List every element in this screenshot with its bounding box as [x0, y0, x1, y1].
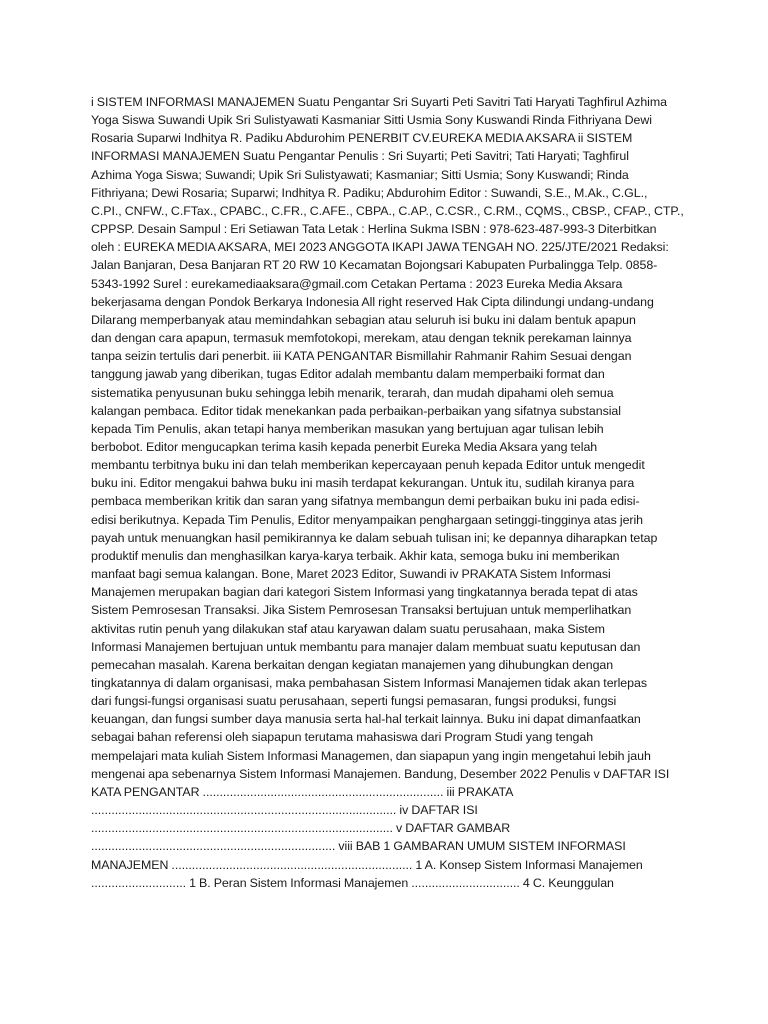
text-line: Rosaria Suparwi Indhitya R. Padiku Abdurohim PENERBIT CV.EUREKA MEDIA AKSARA ii SISTEM: [91, 131, 633, 146]
text-line: Sistem Pemrosesan Transaksi. Jika Sistem Pemrosesan Transaksi bertujuan untuk memperlihatkan: [91, 603, 632, 618]
text-line: ........................................................................ viii BAB 1 GAMBARAN UMUM SISTEM INFORMASI: [91, 839, 626, 854]
text-line: keuangan, dan fungsi sumber daya manusia serta hal-hal terkait lainnya. Buku ini dapat dimanfaatkan: [91, 712, 641, 727]
text-line: produktif menulis dan menghasilkan karya-karya terbaik. Akhir kata, semoga buku ini memberikan: [91, 548, 620, 563]
text-line: edisi berikutnya. Kepada Tim Penulis, Editor menyampaikan penghargaan setinggi-tingginya atas jerih: [91, 512, 644, 527]
text-line: kepada Tim Penulis, akan tetapi hanya memberikan masukan yang bertujuan agar tulisan lebih: [91, 421, 604, 436]
text-line: MANAJEMEN ....................................................................... 1 A. Konsep Sistem Informasi Manajemen: [91, 857, 643, 872]
text-line: sebagai bahan referensi oleh siapapun terutama mahasiswa dari Program Studi yang tengah: [91, 730, 594, 745]
text-line: mengenai apa sebenarnya Sistem Informasi Manajemen. Bandung, Desember 2022 Penulis v DAFTAR ISI: [91, 766, 670, 781]
text-line: CPPSP. Desain Sampul : Eri Setiawan Tata Letak : Herlina Sukma ISBN : 978-623-487-993-3 Diterbitkan: [91, 222, 657, 237]
text-line: kalangan pembaca. Editor tidak menekankan pada perbaikan-perbaikan yang sifatnya substansial: [91, 403, 621, 418]
text-line: oleh : EUREKA MEDIA AKSARA, MEI 2023 ANGGOTA IKAPI JAWA TENGAH NO. 225/JTE/2021 Redaksi:: [91, 240, 669, 255]
text-line: pembaca memberikan kritik dan saran yang sifatnya membangun demi perbaikan buku ini pada edisi-: [91, 494, 640, 509]
text-line: mempelajari mata kuliah Sistem Informasi Managemen, dan siapapun yang ingin mengetahui lebih jauh: [91, 748, 651, 763]
text-line: tanpa seizin tertulis dari penerbit. iii KATA PENGANTAR Bismillahir Rahmanir Rahim Sesuai dengan: [91, 349, 632, 364]
text-line: ............................ 1 B. Peran Sistem Informasi Manajemen ................................ 4 C. Keunggulan: [91, 875, 614, 890]
text-line: dari fungsi-fungsi organisasi suatu perusahaan, seperti fungsi pemasaran, fungsi produksi, fungsi: [91, 694, 617, 709]
text-line: Azhima Yoga Siswa; Suwandi; Upik Sri Sulistyawati; Kasmaniar; Sitti Usmia; Sony Kuswandi; Rinda: [91, 167, 629, 182]
text-line: membantu terbitnya buku ini dan telah memberikan kepercayaan penuh kepada Editor untuk mengedit: [91, 458, 645, 473]
text-line: sistematika penyusunan buku sehingga lebih menarik, terarah, dan mudah dipahami oleh semua: [91, 385, 614, 400]
text-line: aktivitas rutin penuh yang dilakukan staf atau karyawan dalam suatu perusahaan, maka Sistem: [91, 621, 605, 636]
text-line: tanggung jawab yang diberikan, tugas Editor adalah membantu dalam memperbaiki format dan: [91, 367, 605, 382]
text-line: Fithriyana; Dewi Rosaria; Suparwi; Indhitya R. Padiku; Abdurohim Editor : Suwandi, S.E., M.Ak., C.GL.,: [91, 185, 648, 200]
text-line: i SISTEM INFORMASI MANAJEMEN Suatu Pengantar Sri Suyarti Peti Savitri Tati Haryati Taghfirul Azhima: [91, 95, 668, 109]
text-line: Informasi Manajemen bertujuan untuk membantu para manajer dalam membuat suatu keputusan dan: [91, 639, 641, 654]
text-line: tingkatannya di dalam organisasi, maka pembahasan Sistem Informasi Manajemen tidak akan terlepas: [91, 676, 647, 690]
text-line: KATA PENGANTAR ....................................................................... iii PRAKATA: [91, 784, 514, 799]
text-line: bekerjasama dengan Pondok Berkarya Indonesia All right reserved Hak Cipta dilindungi undang-undang: [91, 294, 654, 309]
text-line: 5343-1992 Surel : eurekamediaaksara@gmail.com Cetakan Pertama : 2023 Eureka Media Aksara: [91, 276, 623, 291]
document-text: [91, 93, 687, 892]
text-line: manfaat bagi semua kalangan. Bone, Maret 2023 Editor, Suwandi iv PRAKATA Sistem Informasi: [91, 567, 611, 582]
text-line: INFORMASI MANAJEMEN Suatu Pengantar Penulis : Sri Suyarti; Peti Savitri; Tati Haryati; Taghfirul: [91, 149, 629, 164]
text-line: dan dengan cara apapun, termasuk memfotokopi, merekam, atau dengan teknik perekaman lainnya: [91, 331, 632, 346]
text-line: berbobot. Editor mengucapkan terima kasih kepada penerbit Eureka Media Aksara yang telah: [91, 439, 598, 454]
text-line: .......................................................................................... iv DAFTAR ISI: [91, 803, 478, 818]
text-line: ......................................................................................... v DAFTAR GAMBAR: [91, 821, 511, 836]
text-line: Yoga Siswa Suwandi Upik Sri Sulistyawati Kasmaniar Sitti Usmia Sony Kuswandi Rinda Fithriyana Dewi: [91, 113, 652, 128]
text-line: Jalan Banjaran, Desa Banjaran RT 20 RW 10 Kecamatan Bojongsari Kabupaten Purbalingga Telp. 0858-: [91, 258, 658, 273]
text-line: Manajemen merupakan bagian dari kategori Sistem Informasi yang tingkatannya berada tepat di atas: [91, 585, 638, 600]
text-line: payah untuk menuangkan hasil pemikirannya ke dalam sebuah tulisan ini; ke depannya diharapkan tetap: [91, 530, 658, 545]
text-line: C.PI., CNFW., C.FTax., CPABC., C.FR., C.AFE., CBPA., C.AP., C.CSR., C.RM., CQMS., CBSP., CFAP., CTP.,: [91, 203, 684, 218]
text-line: pemecahan masalah. Karena berkaitan dengan kegiatan manajemen yang dihubungkan dengan: [91, 657, 614, 672]
text-line: Dilarang memperbanyak atau memindahkan sebagian atau seluruh isi buku ini dalam bentuk apapun: [91, 312, 636, 327]
text-line: buku ini. Editor mengakui bahwa buku ini masih terdapat kekurangan. Untuk itu, sudilah kiranya para: [91, 476, 635, 491]
